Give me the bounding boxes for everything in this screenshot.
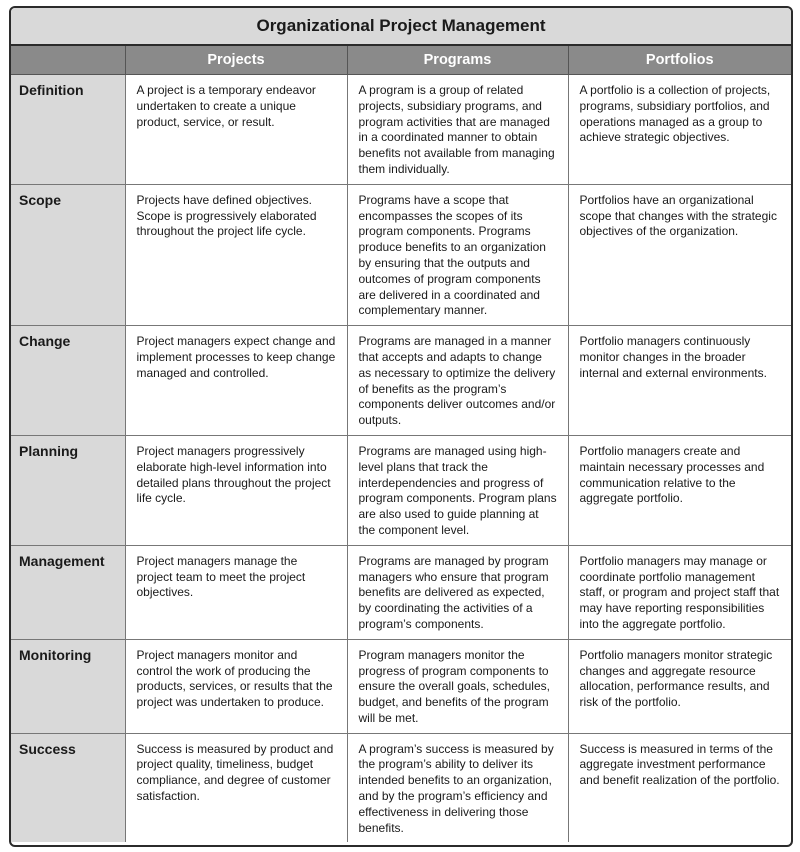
row-header-planning: Planning bbox=[11, 435, 125, 545]
table-row bbox=[11, 545, 791, 639]
cell-projects-planning: Project managers progressively elaborate high-level information into detailed plans throughout the project life cycle. bbox=[125, 435, 347, 545]
row-header-monitoring: Monitoring bbox=[11, 639, 125, 733]
cell-portfolios-scope: Portfolios have an organizational scope that changes with the strategic objectives of the organization. bbox=[568, 184, 791, 325]
cell-projects-success: Success is measured by product and project quality, timeliness, budget compliance, and degree of customer satisfaction. bbox=[125, 733, 347, 842]
cell-portfolios-success: Success is measured in terms of the aggregate investment performance and benefit realization of the portfolio. bbox=[568, 733, 791, 842]
cell-programs-planning: Programs are managed using high-level plans that track the interdependencies and progress of program components. Program plans are also used to guide planning at the component level. bbox=[347, 435, 568, 545]
cell-projects-management: Project managers manage the project team to meet the project objectives. bbox=[125, 545, 347, 639]
cell-projects-scope: Projects have defined objectives. Scope is progressively elaborated throughout the project life cycle. bbox=[125, 184, 347, 325]
corner-cell bbox=[11, 46, 125, 75]
cell-programs-success: A program’s success is measured by the program’s ability to deliver its intended benefits to an organization, and by the program’s efficiency and effectiveness in delivering those benefits. bbox=[347, 733, 568, 842]
row-header-change: Change bbox=[11, 326, 125, 436]
table-row bbox=[11, 733, 791, 842]
opm-comparison-table bbox=[9, 6, 793, 847]
table-row bbox=[11, 75, 791, 185]
row-header-success: Success bbox=[11, 733, 125, 842]
cell-programs-management: Programs are managed by program managers who ensure that program benefits are delivered as expected, by coordinating the activities of a program’s components. bbox=[347, 545, 568, 639]
column-header-programs: Programs bbox=[347, 46, 568, 75]
cell-projects-definition: A project is a temporary endeavor undertaken to create a unique product, service, or result. bbox=[125, 75, 347, 185]
cell-programs-change: Programs are managed in a manner that accepts and adapts to change as necessary to optimize the delivery of benefits as the program’s components deliver outcomes and/or outputs. bbox=[347, 326, 568, 436]
row-header-management: Management bbox=[11, 545, 125, 639]
table-row bbox=[11, 639, 791, 733]
cell-projects-monitoring: Project managers monitor and control the work of producing the products, services, or results that the project was undertaken to produce. bbox=[125, 639, 347, 733]
table-row bbox=[11, 184, 791, 325]
cell-portfolios-change: Portfolio managers continuously monitor changes in the broader internal and external environments. bbox=[568, 326, 791, 436]
column-header-row bbox=[11, 46, 791, 75]
table-row bbox=[11, 326, 791, 436]
cell-portfolios-definition: A portfolio is a collection of projects, programs, subsidiary portfolios, and operations managed as a group to achieve strategic objectives. bbox=[568, 75, 791, 185]
cell-projects-change: Project managers expect change and implement processes to keep change managed and controlled. bbox=[125, 326, 347, 436]
column-header-portfolios: Portfolios bbox=[568, 46, 791, 75]
cell-programs-scope: Programs have a scope that encompasses the scopes of its program components. Programs produce benefits to an organization by ensuring that the outputs and outcomes of program components are delivered in a coordinated and complementary manner. bbox=[347, 184, 568, 325]
cell-portfolios-monitoring: Portfolio managers monitor strategic changes and aggregate resource allocation, performance results, and risk of the portfolio. bbox=[568, 639, 791, 733]
comparison-grid bbox=[11, 46, 791, 842]
table-row bbox=[11, 435, 791, 545]
cell-portfolios-planning: Portfolio managers create and maintain necessary processes and communication relative to the aggregate portfolio. bbox=[568, 435, 791, 545]
table-title: Organizational Project Management bbox=[11, 8, 791, 46]
cell-programs-definition: A program is a group of related projects, subsidiary programs, and program activities that are managed in a coordinated manner to obtain benefits not available from managing them individually. bbox=[347, 75, 568, 185]
column-header-projects: Projects bbox=[125, 46, 347, 75]
cell-programs-monitoring: Program managers monitor the progress of program components to ensure the overall goals, schedules, budget, and benefits of the program will be met. bbox=[347, 639, 568, 733]
row-header-definition: Definition bbox=[11, 75, 125, 185]
row-header-scope: Scope bbox=[11, 184, 125, 325]
cell-portfolios-management: Portfolio managers may manage or coordinate portfolio management staff, or program and project staff that may have reporting responsibilities into the aggregate portfolio. bbox=[568, 545, 791, 639]
